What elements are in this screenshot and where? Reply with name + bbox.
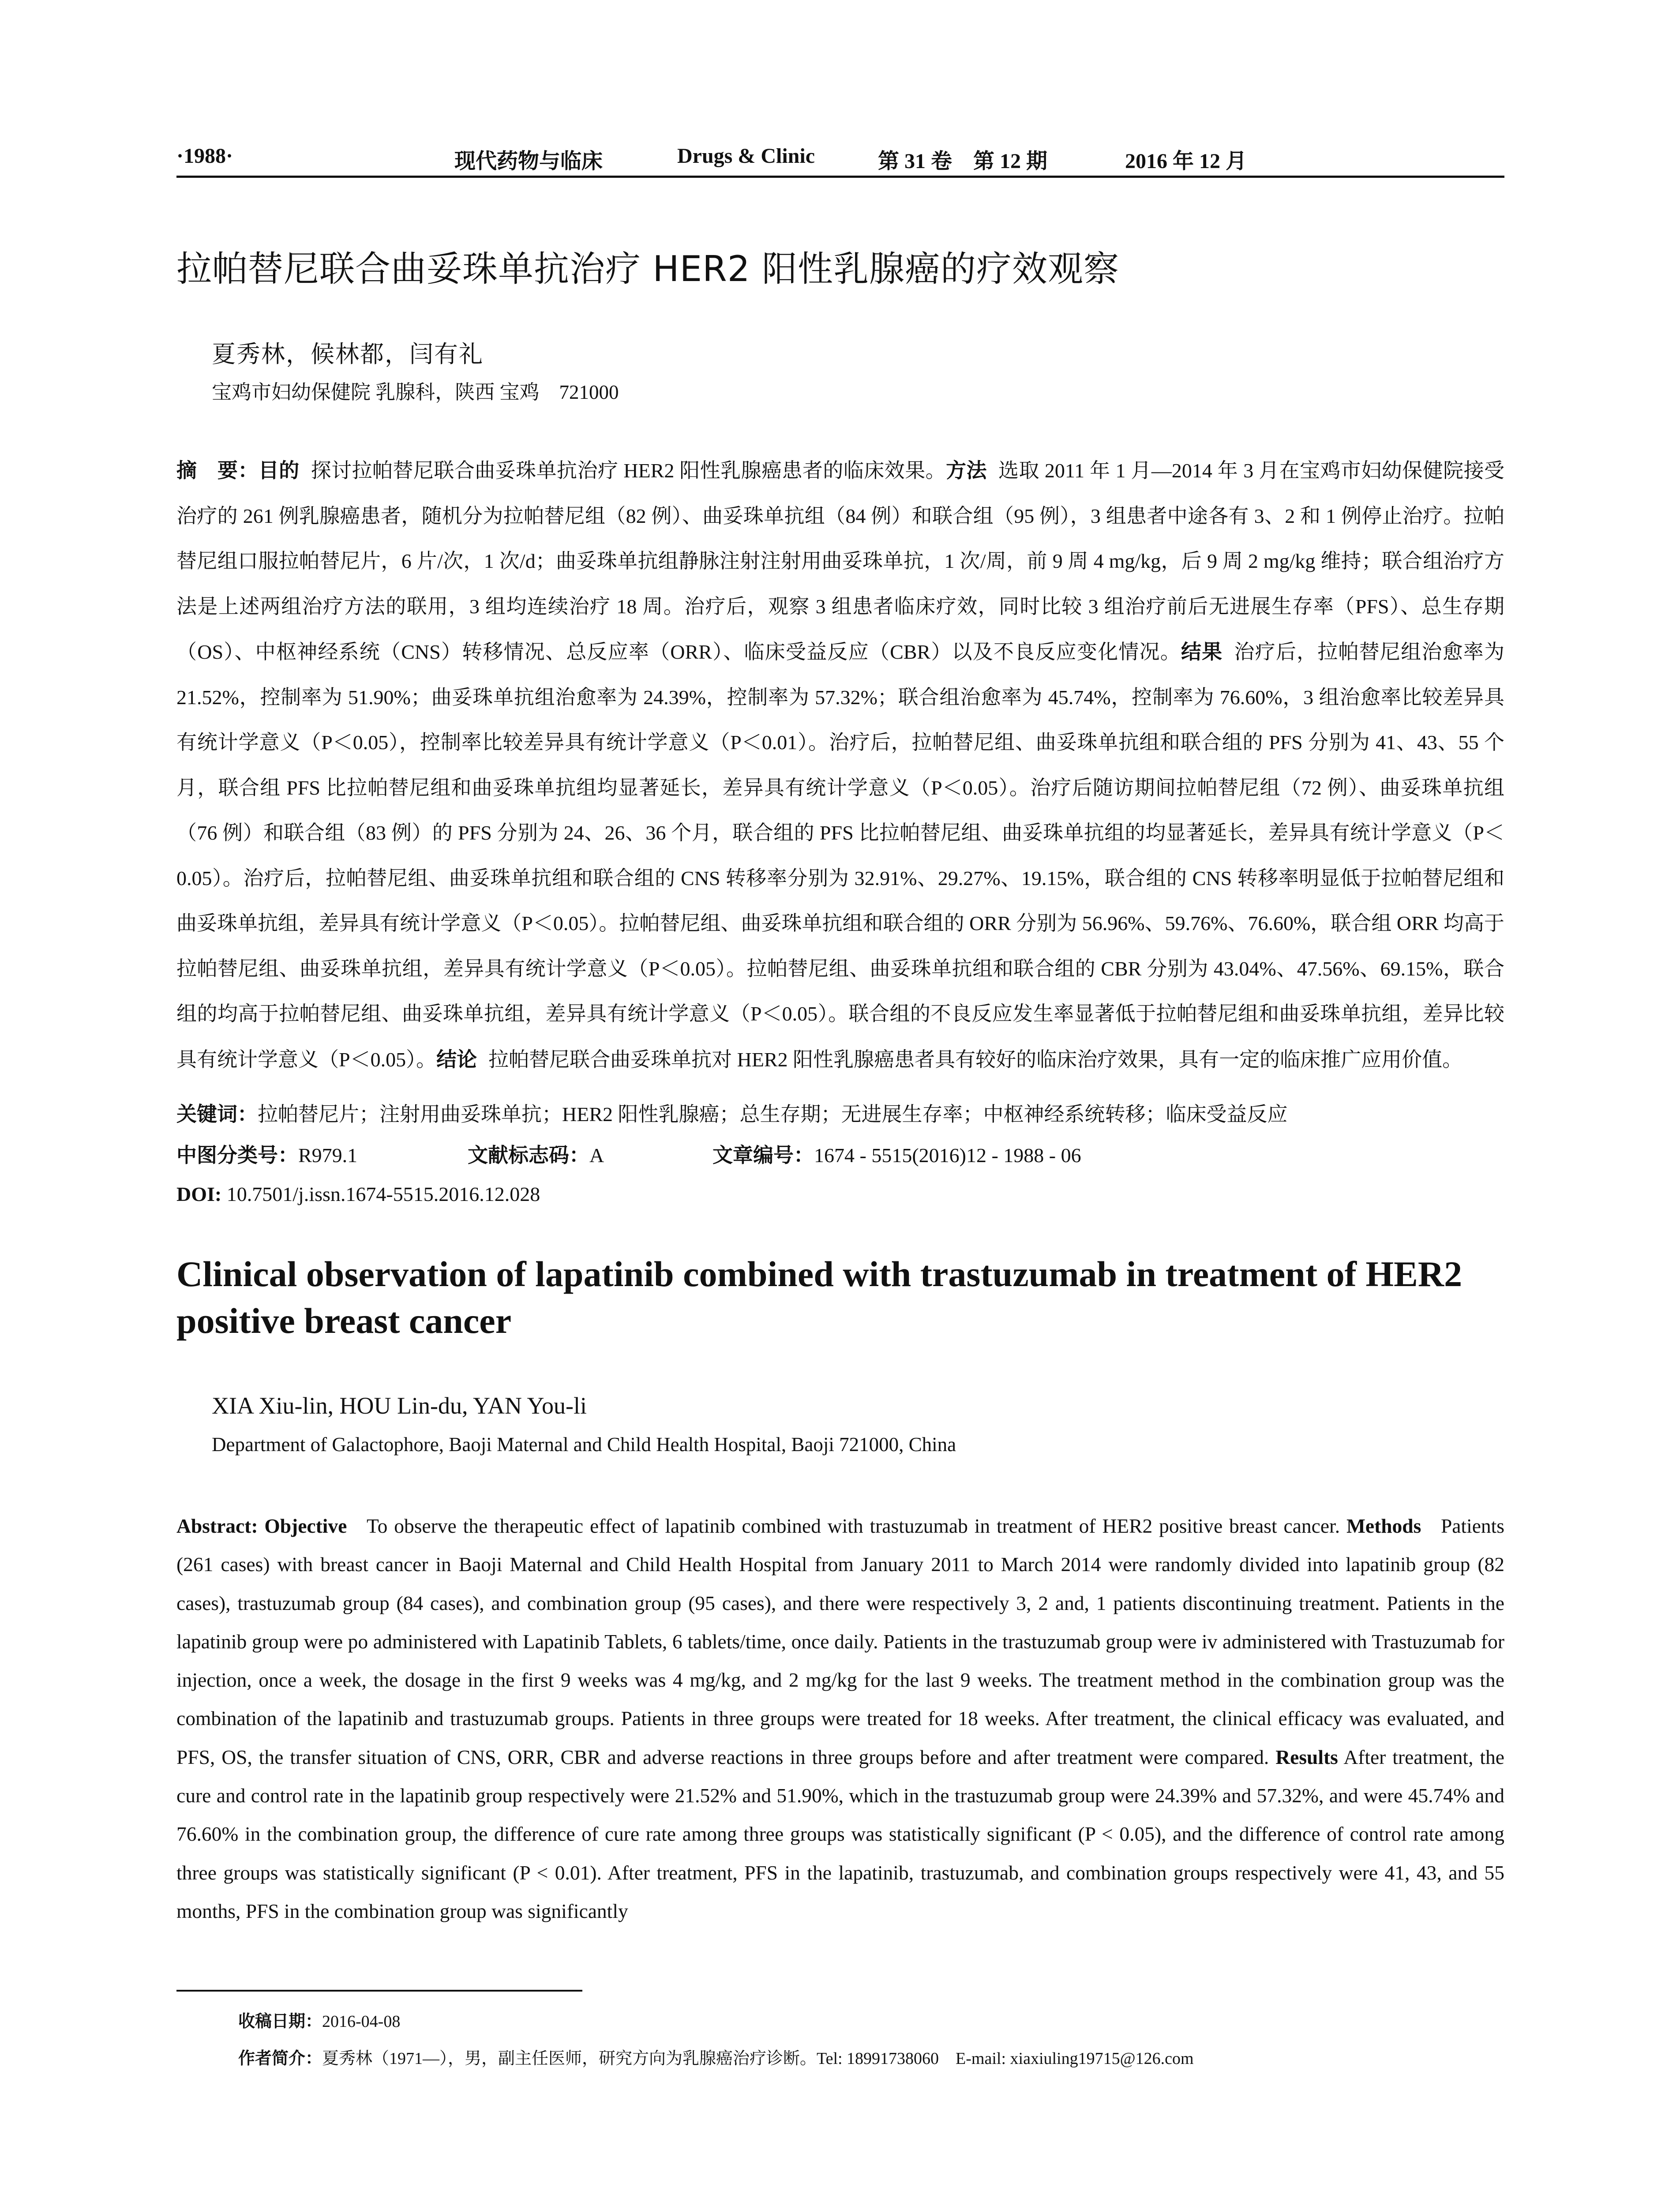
received-label: 收稿日期： xyxy=(238,2011,322,2031)
article-no-label: 文章编号： xyxy=(712,1143,814,1167)
results-label-en: Results xyxy=(1275,1745,1338,1768)
document-code xyxy=(468,1142,604,1169)
doc-code-label: 文献标志码： xyxy=(468,1143,589,1167)
page-number: ·1988· xyxy=(176,144,233,168)
affiliation-cn: 宝鸡市妇幼保健院 乳腺科，陕西 宝鸡 721000 xyxy=(212,381,619,403)
article-no-value: 1674 - 5515(2016)12 - 1988 - 06 xyxy=(814,1144,1081,1167)
objective-label-en: Objective xyxy=(264,1515,347,1537)
objective-text-cn: 探讨拉帕替尼联合曲妥珠单抗治疗 HER2 阳性乳腺癌患者的临床效果。 xyxy=(311,459,946,482)
clc-label: 中图分类号： xyxy=(176,1143,298,1167)
objective-text-en: To observe the therapeutic effect of lapatinib combined with trastuzumab in treatment of HER2 positive breast cancer. xyxy=(366,1515,1340,1537)
abstract-label-en: Abstract: xyxy=(176,1515,258,1537)
results-label-cn: 结果 xyxy=(1181,640,1223,664)
keywords-text: 拉帕替尼片；注射用曲妥珠单抗；HER2 阳性乳腺癌；总生存期；无进展生存率；中枢神经系统转移；临床受益反应 xyxy=(258,1103,1288,1126)
abstract-cn xyxy=(176,448,1504,1082)
conclusion-text-cn: 拉帕替尼联合曲妥珠单抗对 HER2 阳性乳腺癌患者具有较好的临床治疗效果，具有一定的临床推广应用价值。 xyxy=(488,1048,1463,1071)
abstract-en xyxy=(176,1507,1504,1930)
footnote-divider xyxy=(176,1990,582,1992)
issue-date: 2016 年 12 月 xyxy=(1125,150,1247,173)
received-date xyxy=(238,2007,400,2032)
results-text-en: After treatment, the cure and control rate in the lapatinib group respectively were 21.52% and 51.90%, which in the trastuzumab group were 24.39% and 57.32%, and were 45.74% and 76.60% in the combination group, the difference of cure rate among three groups was statistically significant (P < 0.05), and the difference of control rate among three groups was statistically significant (P < 0.01). After treatment, PFS in the lapatinib, trastuzumab, and combination groups respectively were 41, 43, and 55 months, PFS in the combination group was significantly xyxy=(176,1745,1504,1922)
keywords-label: 关键词： xyxy=(176,1102,258,1126)
doc-code-value: A xyxy=(589,1144,604,1167)
author-bio xyxy=(238,2045,1194,2069)
journal-name-cn: 现代药物与临床 xyxy=(454,150,603,173)
methods-text-en: Patients (261 cases) with breast cancer in Baoji Maternal and Child Health Hospital from January 2011 to March 2014 were randomly divided into lapatinib group (82 cases), trastuzumab group (84 cases), and combination group (95 cases), and there were respectively 3, 2 and, 1 patients discontinuing treatment. Patients in the lapatinib group were po administered with Lapatinib Tablets, 6 tablets/time, once daily. Patients in the trastuzumab group were iv administered with Trastuzumab for injection, once a week, the dosage in the first 9 weeks was 4 mg/kg, and 2 mg/kg for the last 9 weeks. The treatment method in the combination group was the combination of the lapatinib and trastuzumab groups. Patients in three groups were treated for 18 weeks. After treatment, the clinical efficacy was evaluated, and PFS, OS, the transfer situation of CNS, ORR, CBR and adverse reactions in three groups before and after treatment were compared. xyxy=(176,1515,1505,1768)
results-text-cn: 治疗后，拉帕替尼组治愈率为 21.52%，控制率为 51.90%；曲妥珠单抗组治愈率为 24.39%，控制率为 57.32%；联合组治愈率为 45.74%，控制率为 76.60%，3 组治愈率比较差异具有统计学意义（P＜0.05），控制率比较差异具有统计学意义（P＜0.01）。治疗后，拉帕替尼组、曲妥珠单抗组和联合组的 PFS 分别为 41、43、55 个月，联合组 PFS 比拉帕替尼组和曲妥珠单抗组均显著延长，差异具有统计学意义（P＜0.05）。治疗后随访期间拉帕替尼组（72 例）、曲妥珠单抗组（76 例）和联合组（83 例）的 PFS 分别为 24、26、36 个月，联合组的 PFS 比拉帕替尼组、曲妥珠单抗组的均显著延长，差异具有统计学意义（P＜0.05）。治疗后，拉帕替尼组、曲妥珠单抗组和联合组的 CNS 转移率分别为 32.91%、29.27%、19.15%，联合组的 CNS 转移率明显低于拉帕替尼组和曲妥珠单抗组，差异具有统计学意义（P＜0.05）。拉帕替尼组、曲妥珠单抗组和联合组的 ORR 分别为 56.96%、59.76%、76.60%，联合组 ORR 均高于拉帕替尼组、曲妥珠单抗组，差异具有统计学意义（P＜0.05）。拉帕替尼组、曲妥珠单抗组和联合组的 CBR 分别为 43.04%、47.56%、69.15%，联合组的均高于拉帕替尼组、曲妥珠单抗组，差异具有统计学意义（P＜0.05）。联合组的不良反应发生率显著低于拉帕替尼组和曲妥珠单抗组，差异比较具有统计学意义（P＜0.05）。 xyxy=(176,641,1505,1071)
authors-en: XIA Xiu-lin, HOU Lin-du, YAN You-li xyxy=(212,1392,587,1419)
methods-label-en: Methods xyxy=(1346,1515,1421,1537)
keywords-cn xyxy=(176,1101,1504,1128)
methods-text-cn: 选取 2011 年 1 月—2014 年 3 月在宝鸡市妇幼保健院接受治疗的 261 例乳腺癌患者，随机分为拉帕替尼组（82 例）、曲妥珠单抗组（84 例）和联合组（95 例），3 组患者中途各有 3、2 和 1 例停止治疗。拉帕替尼组口服拉帕替尼片，6 片/次，1 次/d；曲妥珠单抗组静脉注射注射用曲妥珠单抗，1 次/周，前 9 周 4 mg/kg，后 9 周 2 mg/kg 维持；联合组治疗方法是上述两组治疗方法的联用，3 组均连续治疗 18 周。治疗后，观察 3 组患者临床疗效，同时比较 3 组治疗前后无进展生存率（PFS）、总生存期（OS）、中枢神经系统（CNS）转移情况、总反应率（ORR）、临床受益反应（CBR）以及不良反应变化情况。 xyxy=(176,459,1505,663)
volume-issue: 第 31 卷 第 12 期 xyxy=(878,150,1048,173)
methods-label-cn: 方法 xyxy=(946,458,987,482)
affiliation-en: Department of Galactophore, Baoji Maternal and Child Health Hospital, Baoji 721000, China xyxy=(212,1433,956,1456)
received-value: 2016-04-08 xyxy=(322,2012,401,2031)
abstract-label-cn: 摘 要： xyxy=(176,458,259,482)
authors-cn: 夏秀林，候林都，闫有礼 xyxy=(212,341,484,368)
article-title-en: Clinical observation of lapatinib combined with trastuzumab in treatment of HER2 positive breast cancer xyxy=(176,1254,1462,1341)
article-number xyxy=(712,1142,1081,1169)
doi-value: 10.7501/j.issn.1674-5515.2016.12.028 xyxy=(226,1183,540,1205)
journal-name-en: Drugs & Clinic xyxy=(677,144,815,168)
doi-row xyxy=(176,1181,1504,1208)
running-header xyxy=(176,140,1504,178)
clc-number xyxy=(176,1142,357,1169)
conclusion-label-cn: 结论 xyxy=(436,1047,477,1071)
objective-label-cn: 目的 xyxy=(258,458,300,482)
doi-label: DOI: xyxy=(176,1183,222,1205)
author-bio-text: 夏秀林（1971—），男，副主任医师，研究方向为乳腺癌治疗诊断。Tel: 18991738060 E-mail: xiaxiuling19715@126.com xyxy=(322,2049,1194,2068)
article-page xyxy=(176,0,1504,2206)
clc-value: R979.1 xyxy=(298,1144,358,1167)
article-title-cn: 拉帕替尼联合曲妥珠单抗治疗 HER2 阳性乳腺癌的疗效观察 xyxy=(176,248,1120,289)
author-bio-label: 作者简介： xyxy=(238,2048,322,2068)
